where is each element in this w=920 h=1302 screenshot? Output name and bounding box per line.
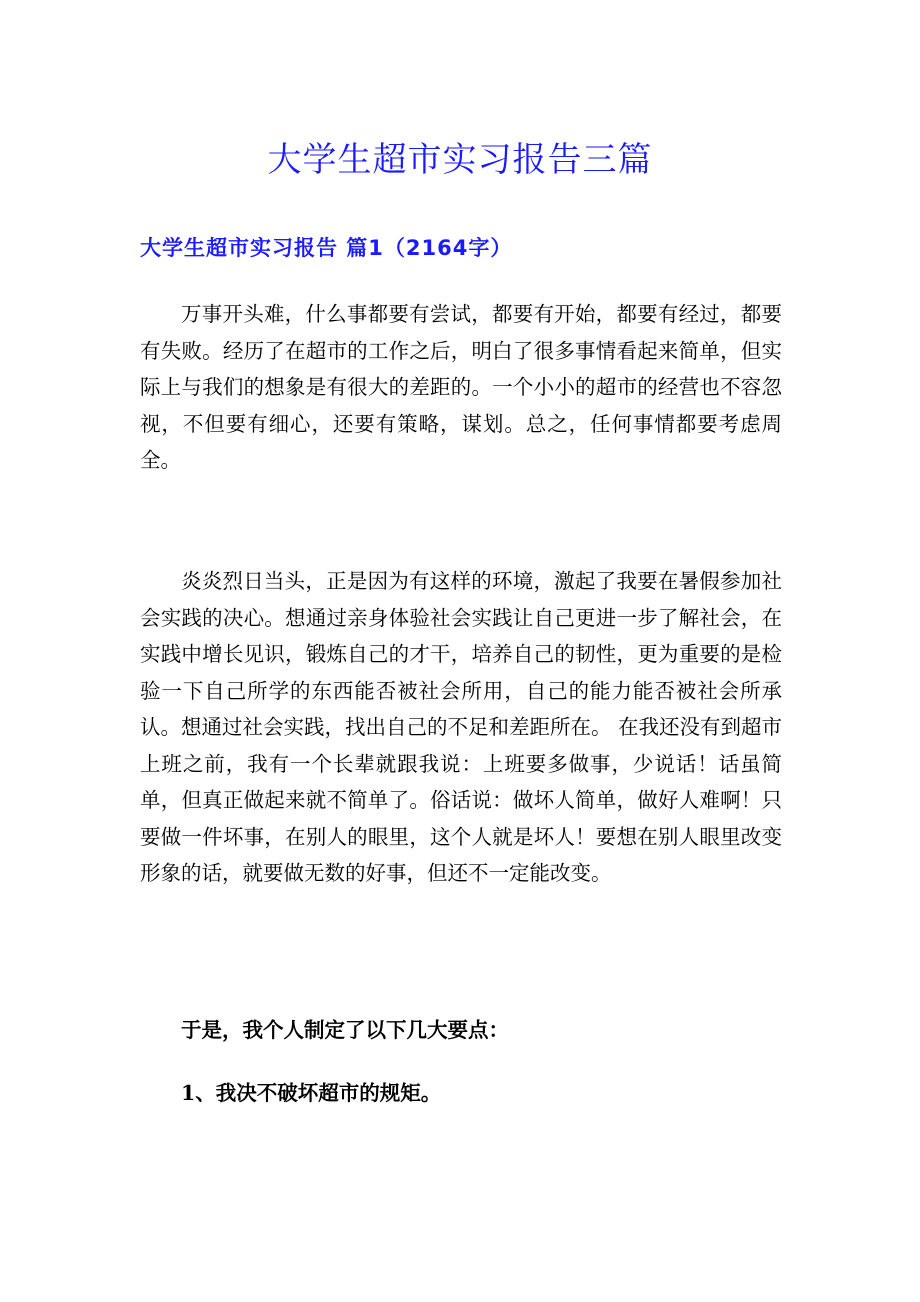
document-title: 大学生超市实习报告三篇 xyxy=(267,140,653,180)
key-point-1: 1、我决不破坏超市的规矩。 xyxy=(181,1081,442,1105)
body-paragraph-1: 万事开头难，什么事都要有尝试，都要有开始，都要有经过，都要有失败。经历了在超市的工作之后，明白了很多事情看起来简单，但实际上与我们的想象是有很大的差距的。一个小小的超市的经营也不容忽视，不但要有细心，还要有策略，谋划。总之，任何事情都要考虑周全。 xyxy=(140,302,782,472)
section-heading: 大学生超市实习报告 篇1（2164字） xyxy=(140,236,513,260)
key-points-intro: 于是，我个人制定了以下几大要点： xyxy=(181,1018,509,1042)
body-paragraph-2: 炎炎烈日当头，正是因为有这样的环境，激起了我要在暑假参加社会实践的决心。想通过亲身体验社会实践让自己更进一步了解社会，在实践中增长见识，锻炼自己的才干，培养自己的韧性，更为重要的是检验一下自己所学的东西能否被社会所用，自己的能力能否被社会所承认。想通过社会实践，找出自己的不足和差距所在。 在我还没有到超市上班之前，我有一个长辈就跟我说：上班要多做事，少说话！话虽简单，但真正做起来就不简单了。俗话说：做坏人简单，做好人难啊！只要做一件坏事，在别人的眼里，这个人就是坏人！要想在别人眼里改变形象的话，就要做无数的好事，但还不一定能改变。 xyxy=(140,569,783,885)
